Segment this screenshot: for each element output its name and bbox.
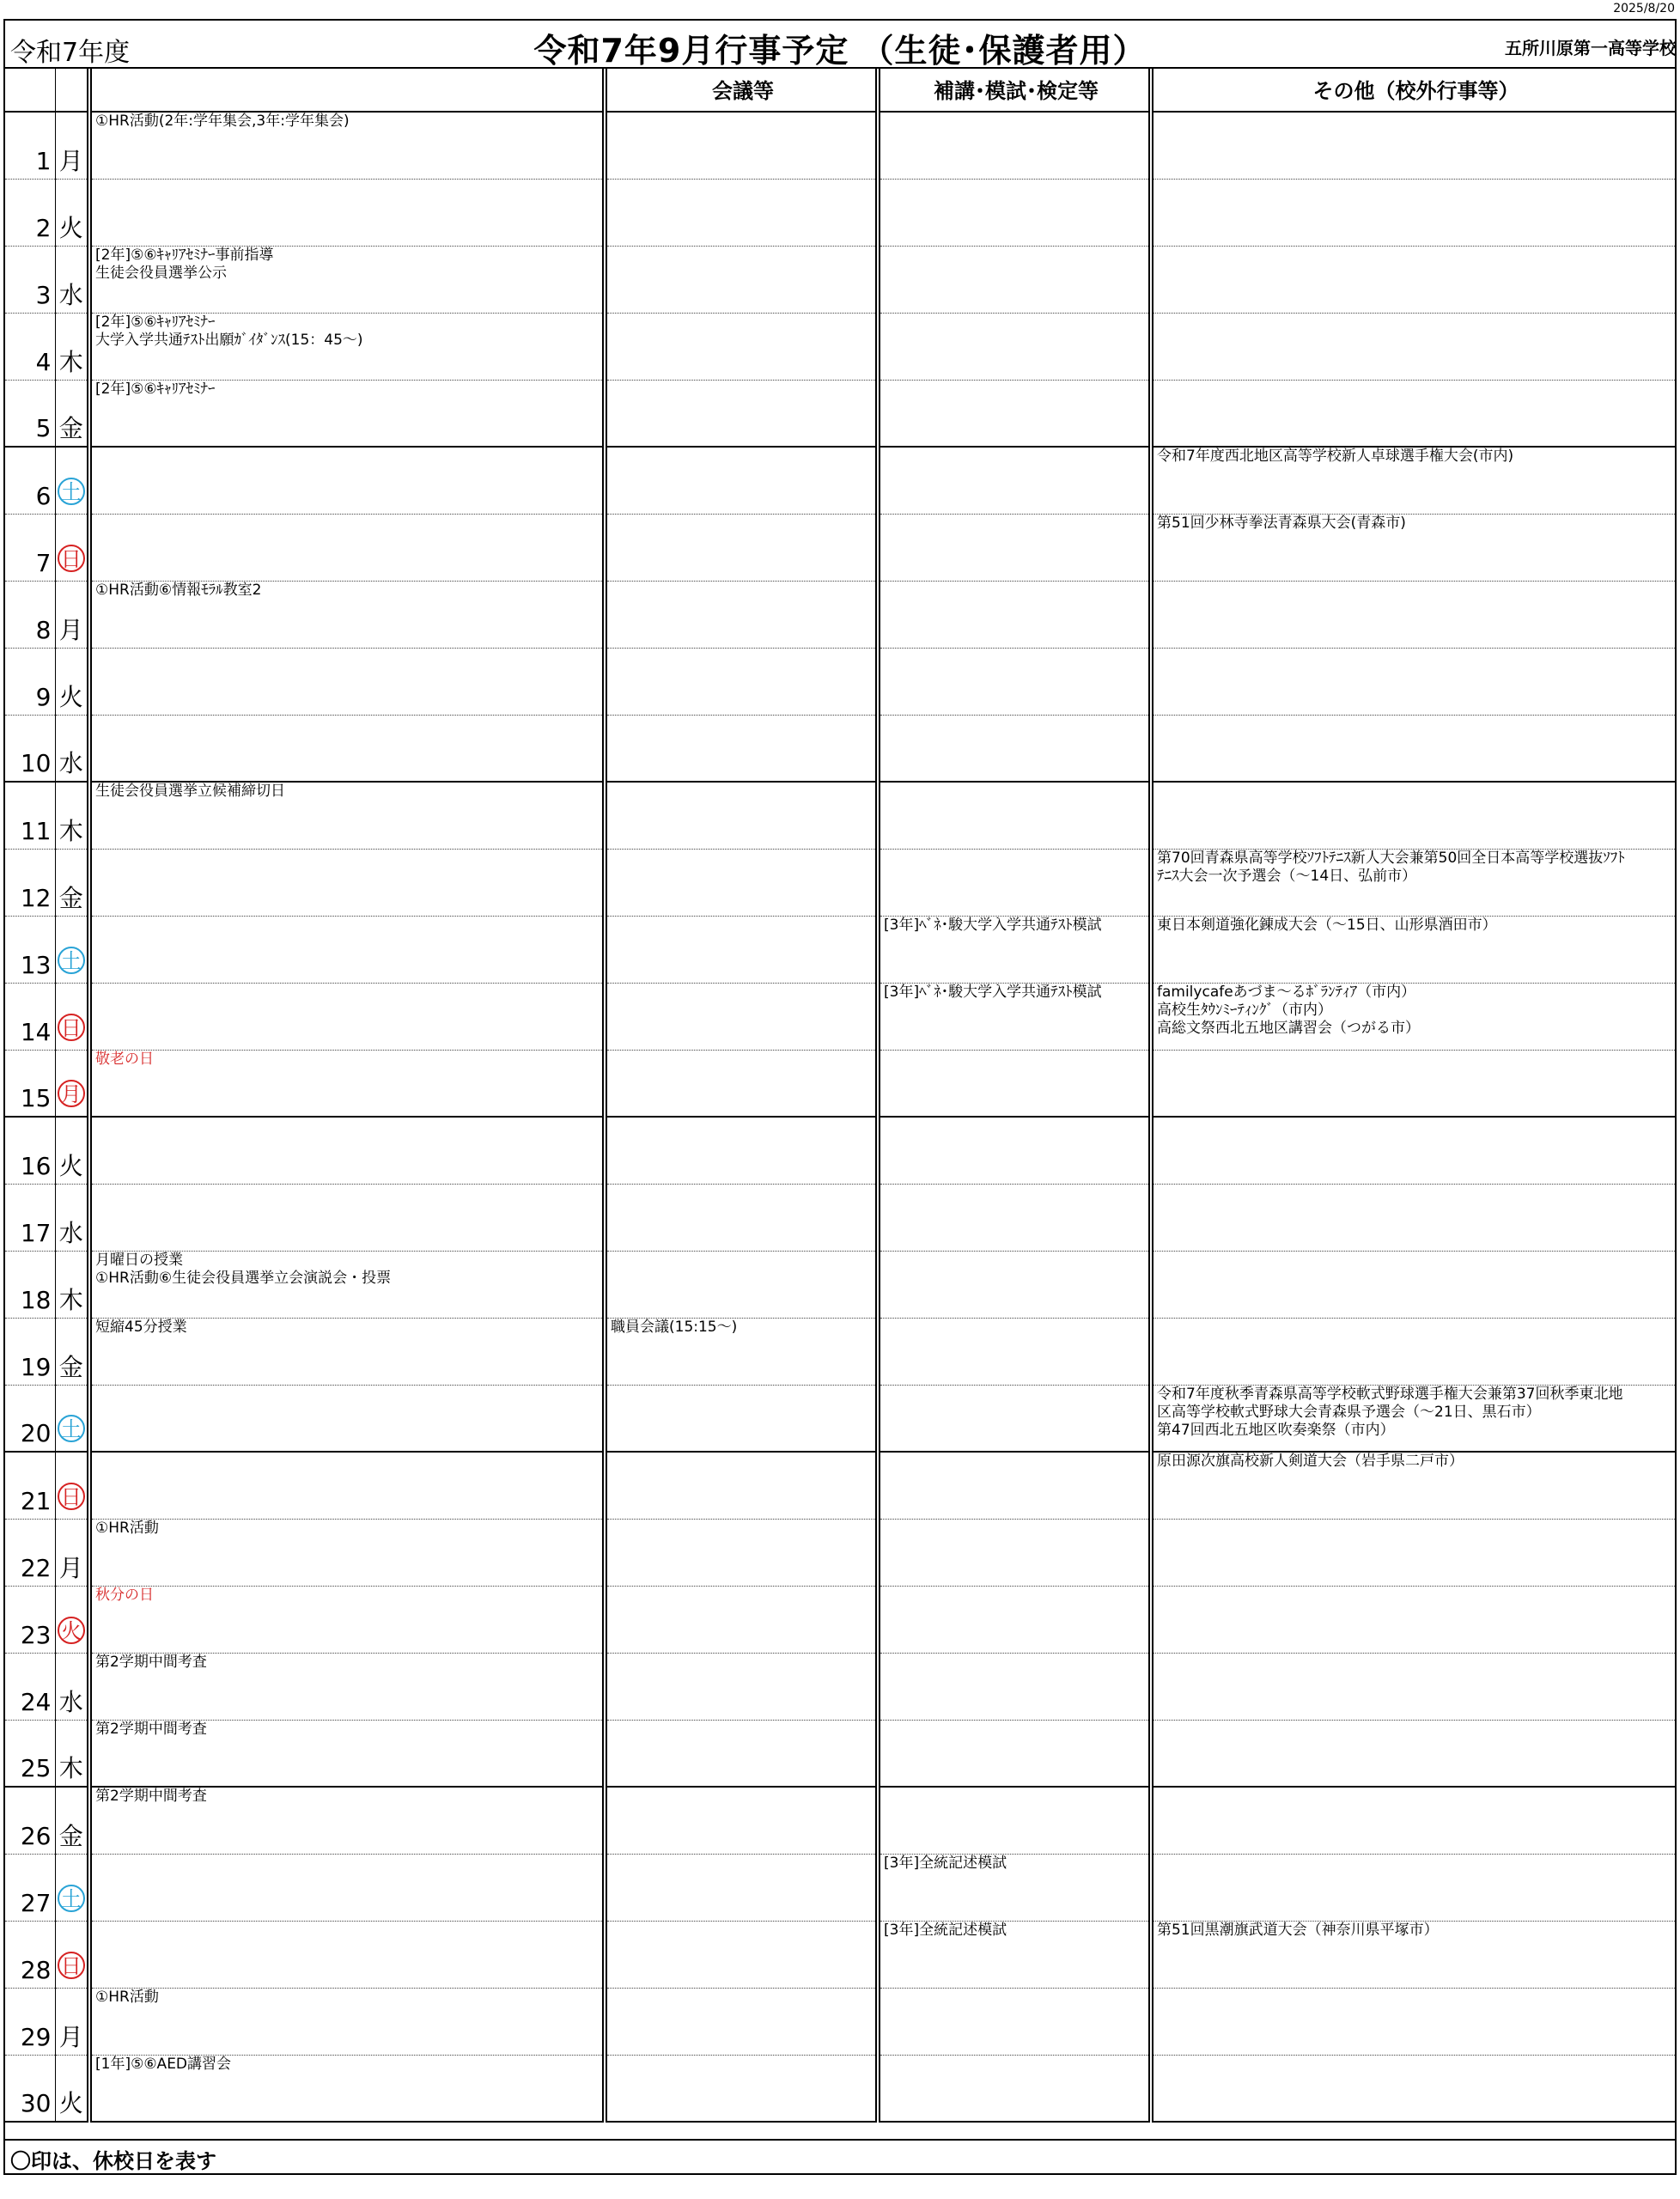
day-row bbox=[5, 581, 1675, 648]
weekday-label: 金 bbox=[58, 1352, 83, 1381]
fiscal-year-label: 令和7年度 bbox=[10, 38, 131, 68]
day-number: 9 bbox=[5, 648, 55, 715]
student-events-cell bbox=[89, 246, 605, 313]
table-header-row bbox=[5, 67, 1675, 112]
student-event: 月曜日の授業 bbox=[95, 1251, 183, 1269]
exams-cell bbox=[878, 1653, 1151, 1720]
weekday-label: 火 bbox=[58, 682, 83, 711]
meetings-cell bbox=[605, 1452, 878, 1519]
other-events-cell bbox=[1151, 447, 1675, 514]
weekday-cell bbox=[55, 1921, 89, 1988]
other-events-cell bbox=[1151, 1318, 1675, 1385]
weekday-label: 月 bbox=[58, 615, 83, 644]
meetings-cell bbox=[605, 1586, 878, 1653]
student-events-cell bbox=[89, 1452, 605, 1519]
student-events-cell bbox=[89, 1586, 605, 1653]
day-row bbox=[5, 1854, 1675, 1921]
student-event: 第2学期中間考査 bbox=[95, 1653, 207, 1671]
weekday-cell bbox=[55, 1452, 89, 1519]
weekday-cell bbox=[55, 380, 89, 447]
other-events-cell bbox=[1151, 1653, 1675, 1720]
other-events-cell bbox=[1151, 1921, 1675, 1988]
weekday-cell bbox=[55, 1720, 89, 1787]
day-row bbox=[5, 1117, 1675, 1184]
other-events-cell bbox=[1151, 715, 1675, 782]
other-events-cell bbox=[1151, 1586, 1675, 1653]
student-event: ①HR活動⑥情報ﾓﾗﾙ教室2 bbox=[95, 581, 262, 599]
student-events-cell bbox=[89, 983, 605, 1050]
student-event: [2年]⑤⑥ｷｬﾘｱｾﾐﾅｰ bbox=[95, 380, 216, 398]
weekday-label: 金 bbox=[58, 414, 83, 442]
weekday-cell bbox=[55, 246, 89, 313]
school-name: 五所川原第一高等学校 bbox=[1505, 38, 1677, 58]
student-event: 大学入学共通ﾃｽﾄ出願ｶﾞｲﾀﾞﾝｽ(15：45～) bbox=[95, 331, 363, 349]
weekday-label: 金 bbox=[58, 1821, 83, 1850]
student-events-cell bbox=[89, 514, 605, 581]
day-row bbox=[5, 1921, 1675, 1988]
student-events-cell bbox=[89, 1921, 605, 1988]
other-events-cell bbox=[1151, 849, 1675, 916]
weekday-label: 火 bbox=[58, 213, 83, 242]
meetings-cell bbox=[605, 514, 878, 581]
day-number: 5 bbox=[5, 380, 55, 447]
weekday-cell bbox=[55, 849, 89, 916]
day-row bbox=[5, 1586, 1675, 1653]
student-event: ①HR活動(2年:学年集会,3年:学年集会) bbox=[95, 113, 350, 130]
day-number: 19 bbox=[5, 1318, 55, 1385]
other-events-cell bbox=[1151, 2055, 1675, 2122]
meetings-cell bbox=[605, 1653, 878, 1720]
exams-cell bbox=[878, 648, 1151, 715]
external-event: ﾃﾆｽ大会一次予選会（～14日、弘前市） bbox=[1157, 867, 1417, 885]
exam-event: [3年]ﾍﾞﾈ･駿大学入学共通ﾃｽﾄ模試 bbox=[884, 983, 1102, 1001]
student-event: 第2学期中間考査 bbox=[95, 1788, 207, 1805]
student-event: [2年]⑤⑥ｷｬﾘｱｾﾐﾅｰ事前指導 bbox=[95, 246, 274, 264]
closed-day-weekday-mark: 土 bbox=[58, 1415, 85, 1442]
other-events-cell bbox=[1151, 1385, 1675, 1452]
exams-cell bbox=[878, 1117, 1151, 1184]
holiday-name: 秋分の日 bbox=[95, 1586, 154, 1604]
header-exams: 補講･模試･検定等 bbox=[878, 67, 1151, 112]
exams-cell bbox=[878, 514, 1151, 581]
student-events-cell bbox=[89, 1385, 605, 1452]
day-row bbox=[5, 916, 1675, 983]
meetings-cell bbox=[605, 112, 878, 179]
student-event: 生徒会役員選挙立候補締切日 bbox=[95, 783, 285, 800]
student-event: [1年]⑤⑥AED講習会 bbox=[95, 2055, 232, 2073]
exams-cell bbox=[878, 1854, 1151, 1921]
other-events-cell bbox=[1151, 1519, 1675, 1586]
schedule-sheet bbox=[3, 19, 1677, 2175]
exams-cell bbox=[878, 715, 1151, 782]
meetings-cell bbox=[605, 1720, 878, 1787]
weekday-label: 木 bbox=[58, 1285, 83, 1314]
meetings-cell bbox=[605, 380, 878, 447]
closed-day-weekday-mark: 日 bbox=[58, 1952, 85, 1979]
exams-cell bbox=[878, 1787, 1151, 1854]
other-events-cell bbox=[1151, 782, 1675, 849]
weekday-cell bbox=[55, 1117, 89, 1184]
day-number: 23 bbox=[5, 1586, 55, 1653]
weekday-cell bbox=[55, 1854, 89, 1921]
meetings-cell bbox=[605, 1251, 878, 1318]
weekday-cell bbox=[55, 1586, 89, 1653]
external-event: 第51回黒潮旗武道大会（神奈川県平塚市） bbox=[1157, 1921, 1439, 1939]
day-row bbox=[5, 1519, 1675, 1586]
student-event: [2年]⑤⑥ｷｬﾘｱｾﾐﾅｰ bbox=[95, 313, 216, 331]
schedule-table bbox=[5, 67, 1675, 2123]
weekday-cell bbox=[55, 983, 89, 1050]
meetings-cell bbox=[605, 1318, 878, 1385]
exams-cell bbox=[878, 1586, 1151, 1653]
weekday-cell bbox=[55, 1318, 89, 1385]
day-number: 18 bbox=[5, 1251, 55, 1318]
other-events-cell bbox=[1151, 179, 1675, 246]
student-events-cell bbox=[89, 313, 605, 380]
exams-cell bbox=[878, 1519, 1151, 1586]
student-events-cell bbox=[89, 1050, 605, 1117]
day-row bbox=[5, 1452, 1675, 1519]
student-event: 第2学期中間考査 bbox=[95, 1720, 207, 1738]
day-number: 6 bbox=[5, 447, 55, 514]
day-number: 15 bbox=[5, 1050, 55, 1117]
other-events-cell bbox=[1151, 1452, 1675, 1519]
other-events-cell bbox=[1151, 1117, 1675, 1184]
meetings-cell bbox=[605, 1117, 878, 1184]
student-event: ①HR活動 bbox=[95, 1988, 159, 2006]
day-number: 22 bbox=[5, 1519, 55, 1586]
day-row bbox=[5, 1787, 1675, 1854]
exams-cell bbox=[878, 2055, 1151, 2122]
weekday-cell bbox=[55, 313, 89, 380]
meetings-cell bbox=[605, 782, 878, 849]
day-row bbox=[5, 380, 1675, 447]
exams-cell bbox=[878, 447, 1151, 514]
day-number: 7 bbox=[5, 514, 55, 581]
other-events-cell bbox=[1151, 1251, 1675, 1318]
other-events-cell bbox=[1151, 581, 1675, 648]
other-events-cell bbox=[1151, 246, 1675, 313]
student-events-cell bbox=[89, 1988, 605, 2055]
day-row bbox=[5, 983, 1675, 1050]
exams-cell bbox=[878, 1921, 1151, 1988]
weekday-label: 木 bbox=[58, 347, 83, 376]
weekday-cell bbox=[55, 1184, 89, 1251]
meetings-cell bbox=[605, 179, 878, 246]
student-events-cell bbox=[89, 1519, 605, 1586]
external-event: 東日本剣道強化錬成大会（～15日、山形県酒田市） bbox=[1157, 916, 1497, 934]
weekday-cell bbox=[55, 447, 89, 514]
day-number: 25 bbox=[5, 1720, 55, 1787]
day-row bbox=[5, 313, 1675, 380]
student-events-cell bbox=[89, 1787, 605, 1854]
exams-cell bbox=[878, 179, 1151, 246]
closed-day-weekday-mark: 土 bbox=[58, 947, 85, 974]
day-row bbox=[5, 179, 1675, 246]
weekday-cell bbox=[55, 514, 89, 581]
day-number: 28 bbox=[5, 1921, 55, 1988]
day-number: 14 bbox=[5, 983, 55, 1050]
weekday-label: 水 bbox=[58, 749, 83, 777]
student-events-cell bbox=[89, 1251, 605, 1318]
title-row bbox=[5, 21, 1675, 69]
student-events-cell bbox=[89, 1854, 605, 1921]
exams-cell bbox=[878, 112, 1151, 179]
exam-event: [3年]全統記述模試 bbox=[884, 1854, 1007, 1872]
other-events-cell bbox=[1151, 648, 1675, 715]
student-event: ①HR活動 bbox=[95, 1519, 159, 1537]
other-events-cell bbox=[1151, 1787, 1675, 1854]
other-events-cell bbox=[1151, 380, 1675, 447]
exams-cell bbox=[878, 1720, 1151, 1787]
exams-cell bbox=[878, 246, 1151, 313]
weekday-cell bbox=[55, 648, 89, 715]
day-row bbox=[5, 112, 1675, 179]
weekday-cell bbox=[55, 1787, 89, 1854]
exam-event: [3年]全統記述模試 bbox=[884, 1921, 1007, 1939]
weekday-cell bbox=[55, 782, 89, 849]
meetings-cell bbox=[605, 1787, 878, 1854]
other-events-cell bbox=[1151, 313, 1675, 380]
external-event: familycafeあづま～るﾎﾞﾗﾝﾃｨｱ（市内） bbox=[1157, 983, 1416, 1001]
meetings-cell bbox=[605, 1385, 878, 1452]
external-event: 原田源次旗高校新人剣道大会（岩手県二戸市） bbox=[1157, 1453, 1464, 1470]
closed-day-weekday-mark: 日 bbox=[58, 545, 85, 572]
exams-cell bbox=[878, 1050, 1151, 1117]
student-events-cell bbox=[89, 849, 605, 916]
day-number: 1 bbox=[5, 112, 55, 179]
day-row bbox=[5, 715, 1675, 782]
meetings-cell bbox=[605, 447, 878, 514]
student-events-cell bbox=[89, 447, 605, 514]
weekday-cell bbox=[55, 1050, 89, 1117]
external-event: 高校生ﾀｳﾝﾐｰﾃｨﾝｸﾞ（市内） bbox=[1157, 1001, 1332, 1019]
day-row bbox=[5, 2055, 1675, 2122]
meetings-cell bbox=[605, 715, 878, 782]
exams-cell bbox=[878, 380, 1151, 447]
day-number: 29 bbox=[5, 1988, 55, 2055]
weekday-label: 木 bbox=[58, 816, 83, 845]
student-events-cell bbox=[89, 1720, 605, 1787]
meetings-cell bbox=[605, 983, 878, 1050]
meeting-event: 職員会議(15:15～) bbox=[611, 1318, 738, 1336]
weekday-label: 月 bbox=[58, 146, 83, 175]
exam-event: [3年]ﾍﾞﾈ･駿大学入学共通ﾃｽﾄ模試 bbox=[884, 916, 1102, 934]
student-events-cell bbox=[89, 1653, 605, 1720]
day-row bbox=[5, 514, 1675, 581]
weekday-cell bbox=[55, 581, 89, 648]
student-events-cell bbox=[89, 581, 605, 648]
day-number: 27 bbox=[5, 1854, 55, 1921]
student-events-cell bbox=[89, 112, 605, 179]
closed-day-weekday-mark: 日 bbox=[58, 1483, 85, 1510]
meetings-cell bbox=[605, 849, 878, 916]
weekday-label: 火 bbox=[58, 2089, 83, 2117]
meetings-cell bbox=[605, 2055, 878, 2122]
student-event: 生徒会役員選挙公示 bbox=[95, 264, 227, 282]
day-number: 11 bbox=[5, 782, 55, 849]
day-number: 10 bbox=[5, 715, 55, 782]
day-number: 24 bbox=[5, 1653, 55, 1720]
day-row bbox=[5, 1251, 1675, 1318]
exams-cell bbox=[878, 1988, 1151, 2055]
student-events-cell bbox=[89, 782, 605, 849]
external-event: 第47回西北五地区吹奏楽祭（市内） bbox=[1157, 1421, 1395, 1439]
header-other: その他（校外行事等） bbox=[1151, 67, 1675, 112]
external-event: 令和7年度西北地区高等学校新人卓球選手権大会(市内) bbox=[1157, 448, 1514, 465]
exams-cell bbox=[878, 1318, 1151, 1385]
exams-cell bbox=[878, 313, 1151, 380]
other-events-cell bbox=[1151, 1050, 1675, 1117]
weekday-label: 月 bbox=[58, 2022, 83, 2051]
header-meetings: 会議等 bbox=[605, 67, 878, 112]
exams-cell bbox=[878, 1184, 1151, 1251]
closed-day-weekday-mark: 土 bbox=[58, 478, 85, 505]
weekday-cell bbox=[55, 2055, 89, 2122]
external-event: 高総文祭西北五地区講習会（つがる市） bbox=[1157, 1019, 1420, 1037]
day-row bbox=[5, 1988, 1675, 2055]
day-row bbox=[5, 1385, 1675, 1452]
day-number: 4 bbox=[5, 313, 55, 380]
other-events-cell bbox=[1151, 1988, 1675, 2055]
weekday-label: 水 bbox=[58, 1218, 83, 1247]
student-event: ①HR活動⑥生徒会役員選挙立会演説会・投票 bbox=[95, 1269, 392, 1287]
meetings-cell bbox=[605, 246, 878, 313]
external-event: 区高等学校軟式野球大会青森県予選会（～21日、黒石市） bbox=[1157, 1403, 1541, 1421]
day-number: 8 bbox=[5, 581, 55, 648]
day-row bbox=[5, 1050, 1675, 1117]
meetings-cell bbox=[605, 313, 878, 380]
weekday-label: 火 bbox=[58, 1151, 83, 1180]
holiday-name: 敬老の日 bbox=[95, 1050, 154, 1068]
closed-day-weekday-mark: 日 bbox=[58, 1014, 85, 1041]
header-day bbox=[5, 67, 55, 112]
weekday-cell bbox=[55, 179, 89, 246]
day-row bbox=[5, 1720, 1675, 1787]
student-events-cell bbox=[89, 648, 605, 715]
other-events-cell bbox=[1151, 916, 1675, 983]
student-events-cell bbox=[89, 380, 605, 447]
weekday-cell bbox=[55, 1653, 89, 1720]
other-events-cell bbox=[1151, 514, 1675, 581]
day-number: 3 bbox=[5, 246, 55, 313]
student-event: 短縮45分授業 bbox=[95, 1318, 187, 1336]
header-weekday bbox=[55, 67, 89, 112]
student-events-cell bbox=[89, 1184, 605, 1251]
student-events-cell bbox=[89, 916, 605, 983]
weekday-label: 木 bbox=[58, 1754, 83, 1782]
day-number: 2 bbox=[5, 179, 55, 246]
meetings-cell bbox=[605, 1988, 878, 2055]
weekday-cell bbox=[55, 715, 89, 782]
meetings-cell bbox=[605, 648, 878, 715]
student-events-cell bbox=[89, 1318, 605, 1385]
external-event: 第51回少林寺拳法青森県大会(青森市) bbox=[1157, 514, 1406, 532]
header-student-events bbox=[89, 67, 605, 112]
schedule-rows bbox=[5, 112, 1675, 2122]
other-events-cell bbox=[1151, 1854, 1675, 1921]
external-event: 第70回青森県高等学校ｿﾌﾄﾃﾆｽ新人大会兼第50回全日本高等学校選抜ｿﾌﾄ bbox=[1157, 849, 1625, 867]
day-number: 20 bbox=[5, 1385, 55, 1452]
meetings-cell bbox=[605, 1921, 878, 1988]
meetings-cell bbox=[605, 1854, 878, 1921]
closed-day-weekday-mark: 火 bbox=[58, 1617, 85, 1644]
exams-cell bbox=[878, 1452, 1151, 1519]
weekday-cell bbox=[55, 1251, 89, 1318]
document-date: 2025/8/20 bbox=[1613, 2, 1675, 15]
legend-note: 〇印は、休校日を表す bbox=[10, 2149, 216, 2173]
weekday-cell bbox=[55, 1988, 89, 2055]
student-events-cell bbox=[89, 179, 605, 246]
day-row bbox=[5, 849, 1675, 916]
meetings-cell bbox=[605, 916, 878, 983]
weekday-label: 水 bbox=[58, 1687, 83, 1716]
day-row bbox=[5, 1318, 1675, 1385]
student-events-cell bbox=[89, 2055, 605, 2122]
student-events-cell bbox=[89, 715, 605, 782]
day-number: 30 bbox=[5, 2055, 55, 2122]
other-events-cell bbox=[1151, 112, 1675, 179]
exams-cell bbox=[878, 782, 1151, 849]
weekday-cell bbox=[55, 1385, 89, 1452]
day-row bbox=[5, 447, 1675, 514]
exams-cell bbox=[878, 916, 1151, 983]
day-row bbox=[5, 246, 1675, 313]
meetings-cell bbox=[605, 1519, 878, 1586]
day-number: 12 bbox=[5, 849, 55, 916]
exams-cell bbox=[878, 581, 1151, 648]
footer-row bbox=[5, 2139, 1675, 2173]
closed-day-weekday-mark: 土 bbox=[58, 1885, 85, 1912]
weekday-label: 月 bbox=[58, 1553, 83, 1582]
meetings-cell bbox=[605, 1050, 878, 1117]
day-number: 26 bbox=[5, 1787, 55, 1854]
day-row bbox=[5, 1653, 1675, 1720]
page-title: 令和7年9月行事予定 （生徒･保護者用） bbox=[533, 32, 1147, 70]
student-events-cell bbox=[89, 1117, 605, 1184]
day-row bbox=[5, 1184, 1675, 1251]
other-events-cell bbox=[1151, 983, 1675, 1050]
weekday-cell bbox=[55, 112, 89, 179]
day-number: 21 bbox=[5, 1452, 55, 1519]
exams-cell bbox=[878, 1251, 1151, 1318]
meetings-cell bbox=[605, 1184, 878, 1251]
exams-cell bbox=[878, 849, 1151, 916]
exams-cell bbox=[878, 1385, 1151, 1452]
weekday-label: 水 bbox=[58, 280, 83, 309]
day-row bbox=[5, 782, 1675, 849]
other-events-cell bbox=[1151, 1720, 1675, 1787]
other-events-cell bbox=[1151, 1184, 1675, 1251]
external-event: 令和7年度秋季青森県高等学校軟式野球選手権大会兼第37回秋季東北地 bbox=[1157, 1385, 1623, 1403]
day-number: 16 bbox=[5, 1117, 55, 1184]
closed-day-weekday-mark: 月 bbox=[58, 1080, 85, 1107]
weekday-cell bbox=[55, 1519, 89, 1586]
exams-cell bbox=[878, 983, 1151, 1050]
weekday-label: 金 bbox=[58, 883, 83, 912]
day-row bbox=[5, 648, 1675, 715]
day-number: 17 bbox=[5, 1184, 55, 1251]
weekday-cell bbox=[55, 916, 89, 983]
day-number: 13 bbox=[5, 916, 55, 983]
meetings-cell bbox=[605, 581, 878, 648]
